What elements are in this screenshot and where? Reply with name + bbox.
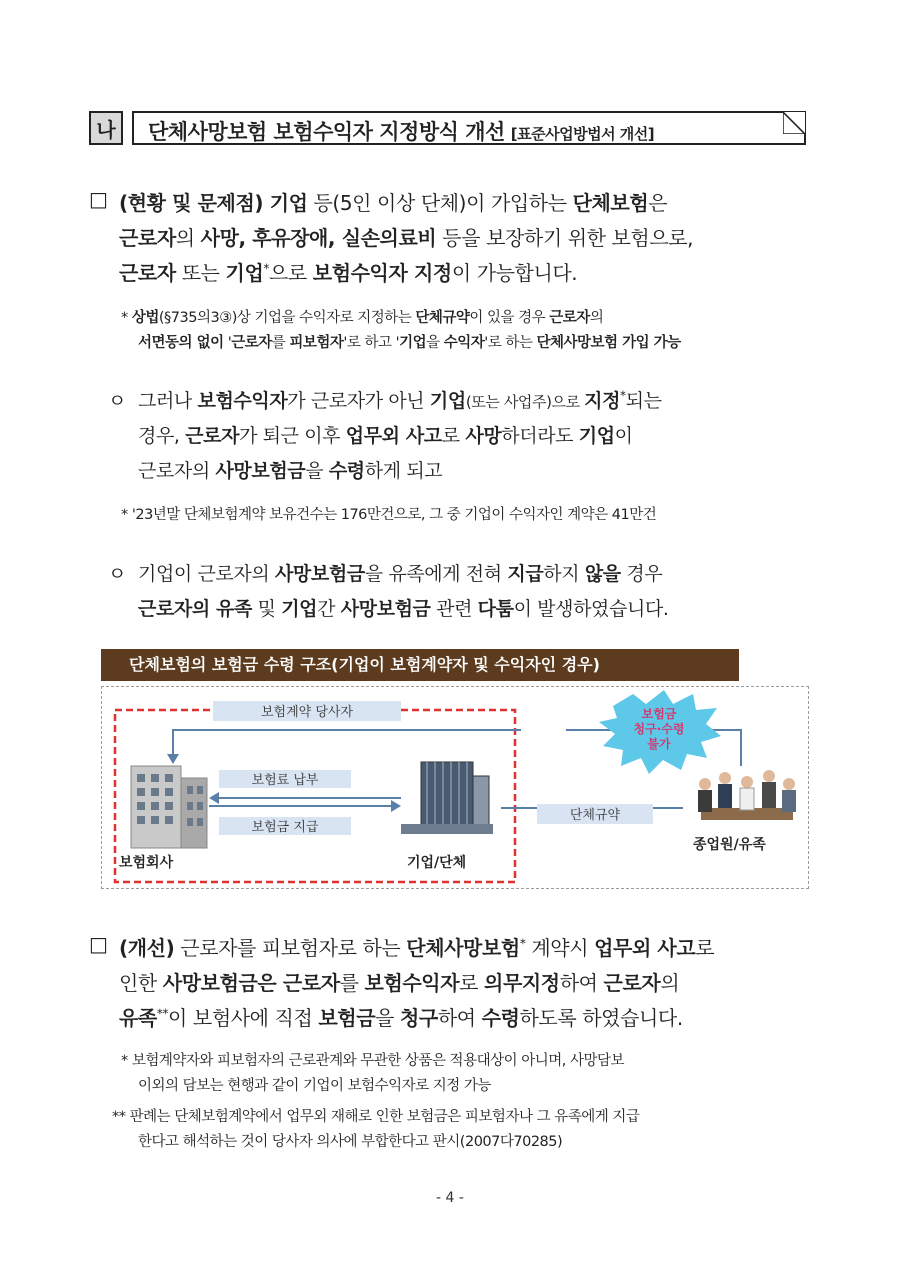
section-title <box>148 116 654 146</box>
text-run: 않을 <box>584 563 621 585</box>
text-run: 관련 <box>430 598 478 620</box>
figure-title: 단체보험의 보험금 수령 구조(기업이 보험계약자 및 수익자인 경우) <box>101 649 739 681</box>
text-run: 단체사망보험 <box>406 936 520 960</box>
note1-line1 <box>121 306 603 327</box>
burst-text-3: 불가 <box>647 737 671 751</box>
footnote-mark: * <box>519 936 526 951</box>
para4-line3 <box>119 1002 683 1031</box>
text-run: 사망 <box>465 425 502 447</box>
footnote-mark: * <box>620 388 626 403</box>
text-run: 가 근로자가 아닌 <box>287 390 430 412</box>
contract-label: 보험계약 당사자 <box>260 705 354 720</box>
para3-bullet: ㅇ <box>108 563 126 585</box>
company-label: 기업/단체 <box>407 855 467 871</box>
para4-line2 <box>119 967 679 996</box>
text-run: 다툼 <box>477 598 514 620</box>
text-run: 사망보험금은 근로자 <box>162 971 340 995</box>
text-run: 지정 <box>584 390 621 412</box>
text-run: 단체사망보험 가입 가능 <box>536 335 681 351</box>
burst-text-1: 보험금 <box>641 707 677 721</box>
text-run: 근로자를 피보험자로 하는 <box>174 936 407 960</box>
text-run: 의무지정 <box>484 971 560 995</box>
text-run: 을 <box>305 460 329 482</box>
text-run: (개선) <box>119 936 175 960</box>
section-title-box <box>132 111 806 145</box>
para3-line2 <box>138 594 669 621</box>
para4-line1 <box>119 932 714 961</box>
para2-bullet: ㅇ <box>108 390 126 412</box>
structure-diagram <box>101 686 809 889</box>
footnote-mark: ** <box>156 1006 169 1021</box>
text-run: 그러나 <box>138 390 198 412</box>
text-run: 로 <box>695 936 715 960</box>
payout-label: 보험금 지급 <box>251 820 319 835</box>
text-run: 사망보험금 <box>215 460 306 482</box>
arrow-head-icon <box>391 800 401 812</box>
section-letter: 나 <box>89 111 123 145</box>
text-run: 의 <box>175 226 201 250</box>
text-run: 사망보험금 <box>274 563 365 585</box>
text-run: 수령 <box>481 1006 520 1030</box>
burst-text-2: 청구·수령 <box>633 722 685 736</box>
text-run: 이 보험사에 직접 <box>168 1006 319 1030</box>
para2-line1 <box>138 386 662 413</box>
note4-line2: 한다고 해석하는 것이 당사자 의사에 부합한다고 판시(2007다70285) <box>138 1134 563 1150</box>
rule-label: 단체규약 <box>569 808 621 823</box>
text-run: 기업 <box>578 425 615 447</box>
text-run: 되는 <box>625 390 662 412</box>
text-run: 인한 <box>119 971 163 995</box>
insurer-building-icon <box>131 766 207 848</box>
text-run: 근로자 <box>603 971 661 995</box>
text-run: 서면동의 없이 <box>138 335 224 351</box>
text-run: 상법 <box>131 310 159 326</box>
text-run: 사망보험금 <box>340 598 431 620</box>
insurer-label: 보험회사 <box>119 855 174 871</box>
text-run: 및 <box>251 598 282 620</box>
company-building-icon <box>401 762 493 834</box>
text-run: 를 <box>271 335 290 351</box>
para3-line1 <box>138 559 662 586</box>
section-title-text: 단체사망보험 보험수익자 지정방식 개선 <box>148 120 505 144</box>
para4-bullet: □ <box>89 932 108 956</box>
text-run: 등을 보장하기 위한 보험으로, <box>436 226 694 250</box>
text-run: 단체보험 <box>572 191 649 215</box>
text-run: * <box>121 310 132 326</box>
page-number: - 4 - <box>436 1190 464 1206</box>
note3-line2: 이외의 담보는 현행과 같이 기업이 보험수익자로 지정 가능 <box>138 1078 491 1094</box>
para1-bullet: □ <box>89 187 108 211</box>
arrow-head-icon <box>167 754 179 764</box>
text-run: 기업이 근로자의 <box>138 563 275 585</box>
premium-label: 보험료 납부 <box>251 773 319 788</box>
text-run: 수령 <box>328 460 365 482</box>
text-run: 의 <box>589 310 604 326</box>
claim-line-left <box>173 730 521 756</box>
text-run: 업무외 사고 <box>594 936 696 960</box>
text-run: 하여 <box>559 971 604 995</box>
text-run: 이 <box>614 425 633 447</box>
note3-line1: * 보험계약자와 피보험자의 근로관계와 무관한 상품은 적용대상이 아니며, 사망담보 <box>121 1053 624 1069</box>
text-run: 이 발생하였습니다. <box>513 598 669 620</box>
text-run: '로 하는 <box>484 335 537 351</box>
text-run: 을 <box>426 335 444 351</box>
note4-line1: ** 판례는 단체보험계약에서 업무외 재해로 인한 보험금은 피보험자나 그 유족에게 지급 <box>112 1109 640 1125</box>
text-run: 지급 <box>507 563 544 585</box>
text-run: 청구 <box>400 1006 438 1030</box>
text-run: 근로자의 <box>138 460 216 482</box>
text-run: 을 <box>375 1006 401 1030</box>
text-run: '로 하고 ' <box>343 335 400 351</box>
text-run: 이 가능합니다. <box>451 261 578 285</box>
text-run: (또는 사업주)으로 <box>465 393 585 411</box>
text-run: 기업 <box>281 598 318 620</box>
text-run: 기업 <box>399 335 427 351</box>
text-run: 의 <box>660 971 680 995</box>
text-run: (현황 및 문제점) <box>119 191 264 215</box>
text-run: 보험금 <box>318 1006 376 1030</box>
text-run: 하게 되고 <box>364 460 443 482</box>
arrow-head-icon <box>209 792 219 804</box>
text-run: 하도록 하였습니다. <box>519 1006 683 1030</box>
note1-line2 <box>138 331 681 352</box>
text-run: 유족 <box>119 1006 157 1030</box>
text-run: 업무외 사고 <box>345 425 442 447</box>
para1-line1 <box>119 187 667 216</box>
para2-line2 <box>138 421 633 448</box>
text-run: 으로 <box>268 261 313 285</box>
text-run: 로 <box>459 971 485 995</box>
text-run: 간 <box>317 598 341 620</box>
text-run: 피보험자 <box>289 335 344 351</box>
text-run: 보험수익자 <box>197 390 288 412</box>
text-run: 단체규약 <box>415 310 470 326</box>
section-subtitle: [표준사업방법서 개선] <box>510 125 655 143</box>
text-run: 보험수익자 <box>364 971 460 995</box>
text-run: 근로자 <box>119 261 176 285</box>
folded-corner-icon <box>783 112 805 134</box>
para1-line3 <box>119 257 577 286</box>
text-run: 경우, <box>138 425 186 447</box>
text-run: 근로자 <box>549 310 590 326</box>
text-run: 근로자 <box>185 425 240 447</box>
text-run: 로 <box>441 425 466 447</box>
text-run: 기업 <box>263 191 308 215</box>
text-run: 또는 <box>175 261 226 285</box>
note2: * '23년말 단체보험계약 보유건수는 176만건으로, 그 중 기업이 수익자인 계약은 41만건 <box>121 507 657 523</box>
text-run: 하여 <box>437 1006 482 1030</box>
text-run: 사망, 후유장애, 실손의료비 <box>200 226 437 250</box>
text-run: 를 <box>339 971 365 995</box>
text-run: 기업 <box>225 261 264 285</box>
para1-line2 <box>119 222 693 251</box>
employees-people-icon <box>698 770 796 820</box>
text-run: 경우 <box>620 563 663 585</box>
text-run: 계약시 <box>525 936 595 960</box>
text-run: ' <box>223 335 232 351</box>
text-run: (§735의3③)상 기업을 수익자로 지정하는 <box>158 310 416 326</box>
employees-label: 종업원/유족 <box>693 837 766 853</box>
text-run: 등(5인 이상 단체)이 가입하는 <box>307 191 573 215</box>
text-run: 수익자 <box>443 335 485 351</box>
text-run: 은 <box>648 191 668 215</box>
text-run: 근로자의 유족 <box>138 598 252 620</box>
text-run: 근로자 <box>231 335 272 351</box>
text-run: 보험수익자 지정 <box>312 261 452 285</box>
text-run: 하지 <box>543 563 585 585</box>
text-run: 기업 <box>429 390 466 412</box>
text-run: 하더라도 <box>501 425 579 447</box>
text-run: 을 유족에게 전혀 <box>364 563 508 585</box>
footnote-mark: * <box>263 261 269 276</box>
text-run: 근로자 <box>119 226 176 250</box>
text-run: 이 있을 경우 <box>469 310 550 326</box>
para2-line3 <box>138 456 442 483</box>
text-run: 가 퇴근 이후 <box>239 425 346 447</box>
